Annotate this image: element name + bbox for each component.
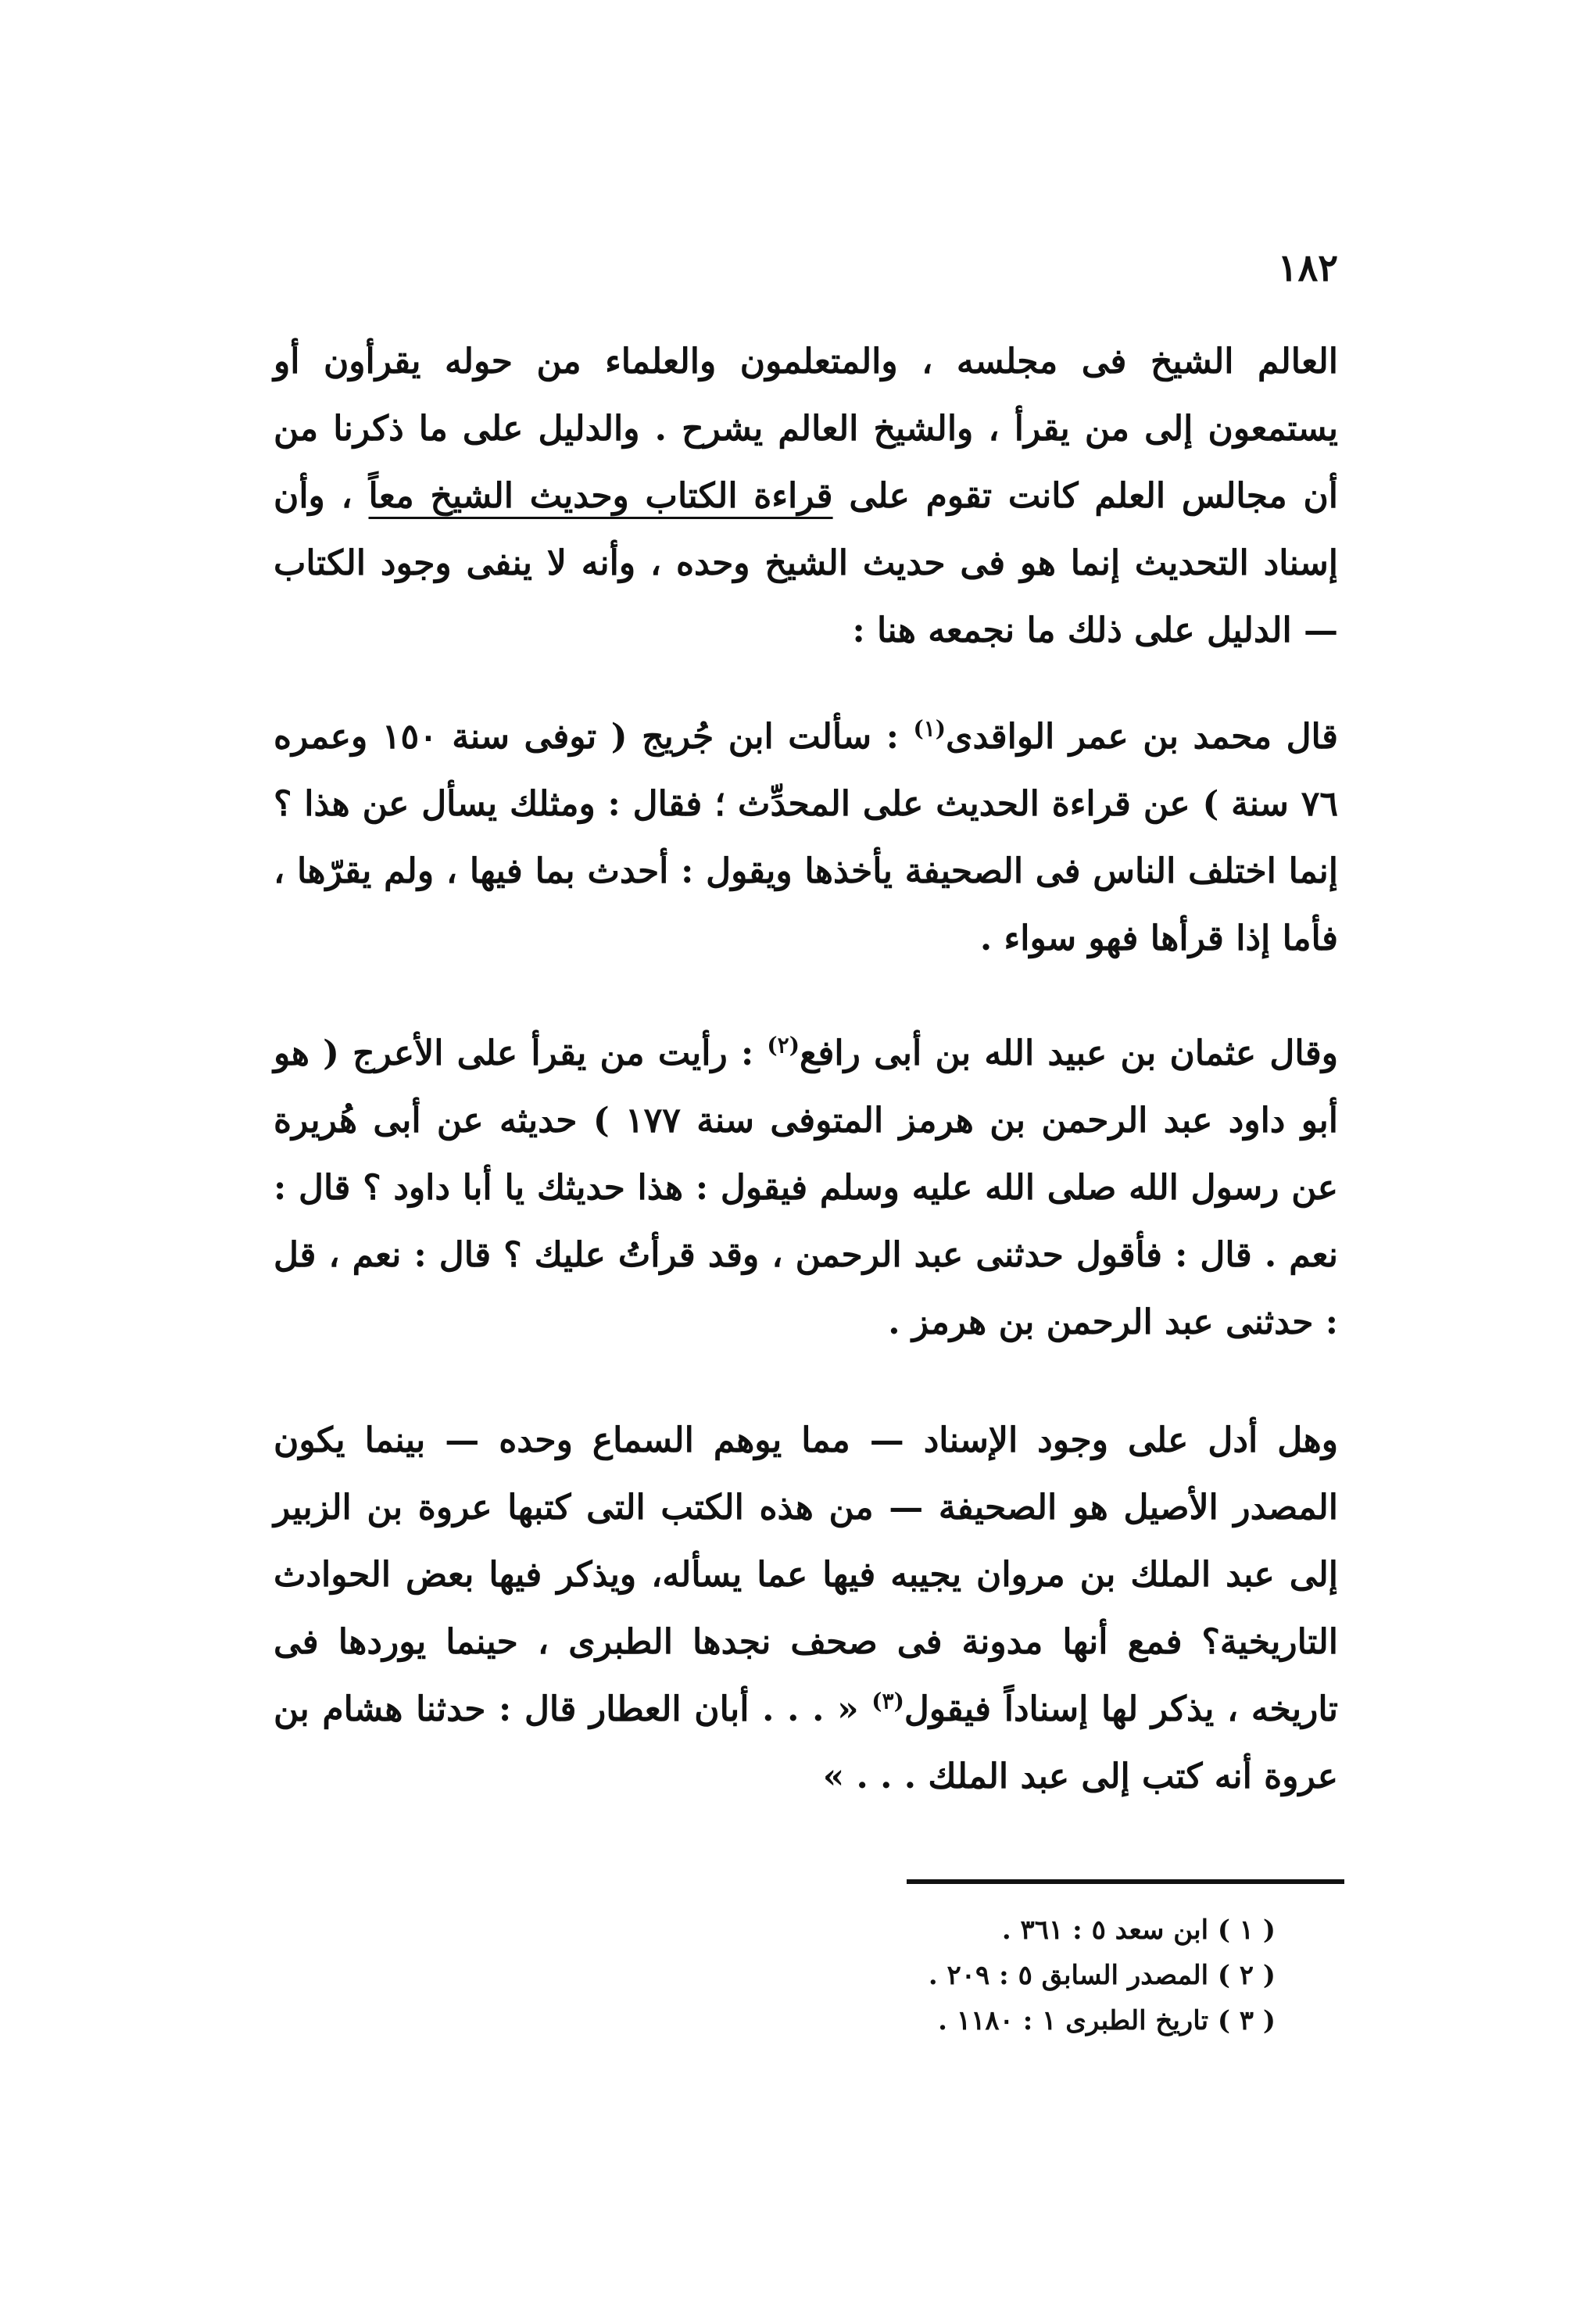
- footnote-1: ( ١ ) ابن سعد ٥ : ٣٦١ .: [1001, 1914, 1276, 1946]
- footnote-3: ( ٣ ) تاريخ الطبرى ١ : ١١٨٠ .: [938, 2005, 1276, 2036]
- footnote-divider: [907, 1879, 1344, 1884]
- paragraph-3-text-cont: : رأيت من يقرأ على الأعرج ( هو أبو داود عبد الرحمن بن هرمز المتوفى سنة ١٧٧ ) حديثه عن أبى هُريرة عن رسول الله صلى الله عليه وسلم فيقول : هذا حديثك يا أبا داود ؟ قال : نعم . قال : فأقول حدثنى عبد الرحمن ، وقد قرأتُ عليك ؟ قال : نعم ، قل : حدثنى عبد الرحمن بن هرمز .: [274, 1033, 1338, 1342]
- footnote-ref-3: (٣): [871, 1688, 904, 1714]
- paragraph-3-text: وقال عثمان بن عبيد الله بن أبى رافع: [799, 1033, 1338, 1073]
- footnotes: [728, 1907, 1276, 2043]
- paragraph-2-text-cont: : سألت ابن جُريج ( توفى سنة ١٥٠ وعمره ٧٦ سنة ) عن قراءة الحديث على المحدِّث ؛ فقال : ومثلك يسأل عن هذا ؟ إنما اختلف الناس فى الصحيفة يأخذها ويقول : أحدث بما فيها ، ولم يقرّها ، فأما إذا قرأها فهو سواء .: [274, 717, 1338, 958]
- footnote-ref-1: (١): [913, 715, 947, 742]
- paragraph-1-text: العالم الشيخ فى مجلسه ، والمتعلمون والعلماء من حوله يقرأون أو يستمعون إلى من يقرأ ، والشيخ العالم يشرح . والدليل على ما ذكرنا من أن مجالس العلم كانت تقوم على: [274, 342, 1339, 516]
- underlined-phrase: قراءة الكتاب وحديث الشيخ معاً: [368, 476, 833, 516]
- paragraph-3: [274, 1020, 1338, 1356]
- footnote-2: ( ٢ ) المصدر السابق ٥ : ٢٠٩ .: [928, 1960, 1276, 1991]
- paragraph-1-text-cont: ، وأن إسناد التحديث إنما هو فى حديث الشيخ وحده ، وأنه لا ينفى وجود الكتاب — الدليل على ذلك ما نجمعه هنا :: [274, 476, 1338, 650]
- paragraph-4-text-cont: « . . . أبان العطار قال : حدثنا هشام بن عروة أنه كتب إلى عبد الملك . . . »: [274, 1689, 1338, 1796]
- paragraph-4: [274, 1407, 1338, 1811]
- footnote-ref-2: (٢): [767, 1032, 800, 1058]
- page-number: ١٨٢: [1277, 246, 1338, 290]
- paragraph-2: [274, 704, 1338, 972]
- paragraph-4-text: وهل أدل على وجود الإسناد — مما يوهم السماع وحده — بينما يكون المصدر الأصيل هو الصحيفة — من هذه الكتب التى كتبها عروة بن الزبير إلى عبد الملك بن مروان يجيبه فيها عما يسأله، ويذكر فيها بعض الحوادث التاريخية؟ فمع أنها مدونة فى صحف نجدها الطبرى ، حينما يوردها فى تاريخه ، يذكر لها إسناداً فيقول: [274, 1420, 1338, 1729]
- paragraph-2-text: قال محمد بن عمر الواقدى: [946, 717, 1338, 757]
- paragraph-1: [274, 328, 1338, 664]
